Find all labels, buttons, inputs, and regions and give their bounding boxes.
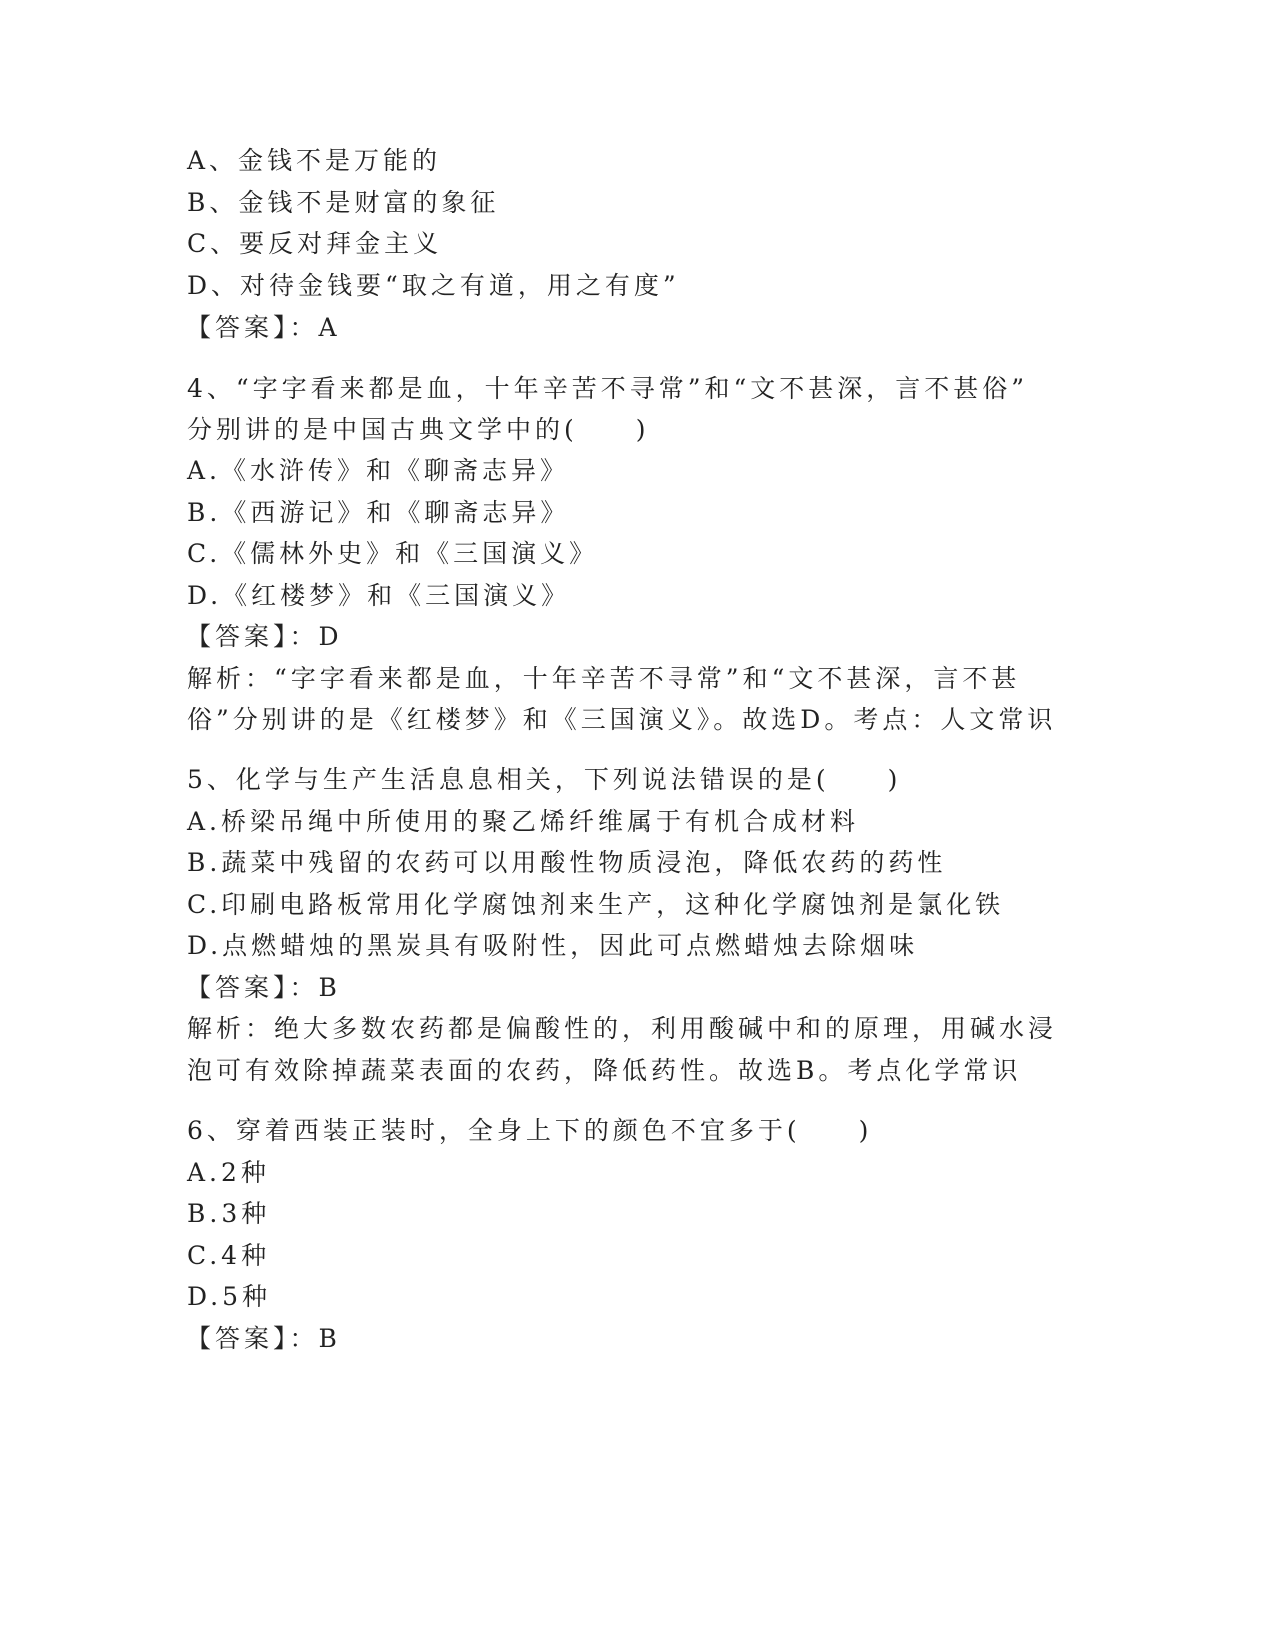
q4-option-d: D.《红楼梦》和《三国演义》 bbox=[187, 581, 571, 610]
q3-option-d: D、对待金钱要“取之有道，用之有度” bbox=[187, 271, 680, 300]
q5-option-b: B.蔬菜中残留的农药可以用酸性物质浸泡，降低农药的药性 bbox=[187, 848, 947, 877]
q4-option-a: A.《水浒传》和《聊斋志异》 bbox=[187, 456, 570, 485]
q6-option-c: C.4种 bbox=[187, 1241, 271, 1270]
q4-option-c: C.《儒林外史》和《三国演义》 bbox=[187, 539, 599, 568]
q5-analysis-line-2: 泡可有效除掉蔬菜表面的农药，降低药性。故选B。考点化学常识 bbox=[187, 1056, 1022, 1085]
q4-stem-line-1: 4、“字字看来都是血，十年辛苦不寻常”和“文不甚深，言不甚俗” bbox=[187, 374, 1029, 403]
q4-option-b: B.《西游记》和《聊斋志异》 bbox=[187, 498, 570, 527]
q4-analysis-line-1: 解析：“字字看来都是血，十年辛苦不寻常”和“文不甚深，言不甚 bbox=[187, 664, 1021, 693]
q6-option-b: B.3种 bbox=[187, 1199, 271, 1228]
q4-analysis-line-2: 俗”分别讲的是《红楼梦》和《三国演义》。故选D。考点：人文常识 bbox=[187, 705, 1057, 734]
q3-answer: 【答案】：A bbox=[186, 313, 341, 342]
q5-option-c: C.印刷电路板常用化学腐蚀剂来生产，这种化学腐蚀剂是氯化铁 bbox=[187, 890, 1005, 919]
q4-answer: 【答案】：D bbox=[186, 622, 343, 651]
q6-option-a: A.2种 bbox=[187, 1158, 270, 1187]
q5-option-d: D.点燃蜡烛的黑炭具有吸附性，因此可点燃蜡烛去除烟味 bbox=[187, 931, 919, 960]
q5-analysis-line-1: 解析：绝大多数农药都是偏酸性的，利用酸碱中和的原理，用碱水浸 bbox=[187, 1014, 1058, 1043]
q6-stem-line-1: 6、穿着西装正装时，全身上下的颜色不宜多于( ) bbox=[187, 1116, 873, 1145]
q3-option-c: C、要反对拜金主义 bbox=[187, 229, 443, 258]
q5-stem-line-1: 5、化学与生产生活息息相关，下列说法错误的是( ) bbox=[187, 765, 902, 794]
q5-option-a: A.桥梁吊绳中所使用的聚乙烯纤维属于有机合成材料 bbox=[187, 807, 860, 836]
q6-answer: 【答案】：B bbox=[186, 1324, 341, 1353]
q6-option-d: D.5种 bbox=[187, 1282, 272, 1311]
q5-answer: 【答案】：B bbox=[186, 973, 341, 1002]
q3-option-b: B、金钱不是财富的象征 bbox=[187, 188, 500, 217]
q3-option-a: A、金钱不是万能的 bbox=[187, 146, 442, 175]
q4-stem-line-2: 分别讲的是中国古典文学中的( ) bbox=[187, 415, 650, 444]
